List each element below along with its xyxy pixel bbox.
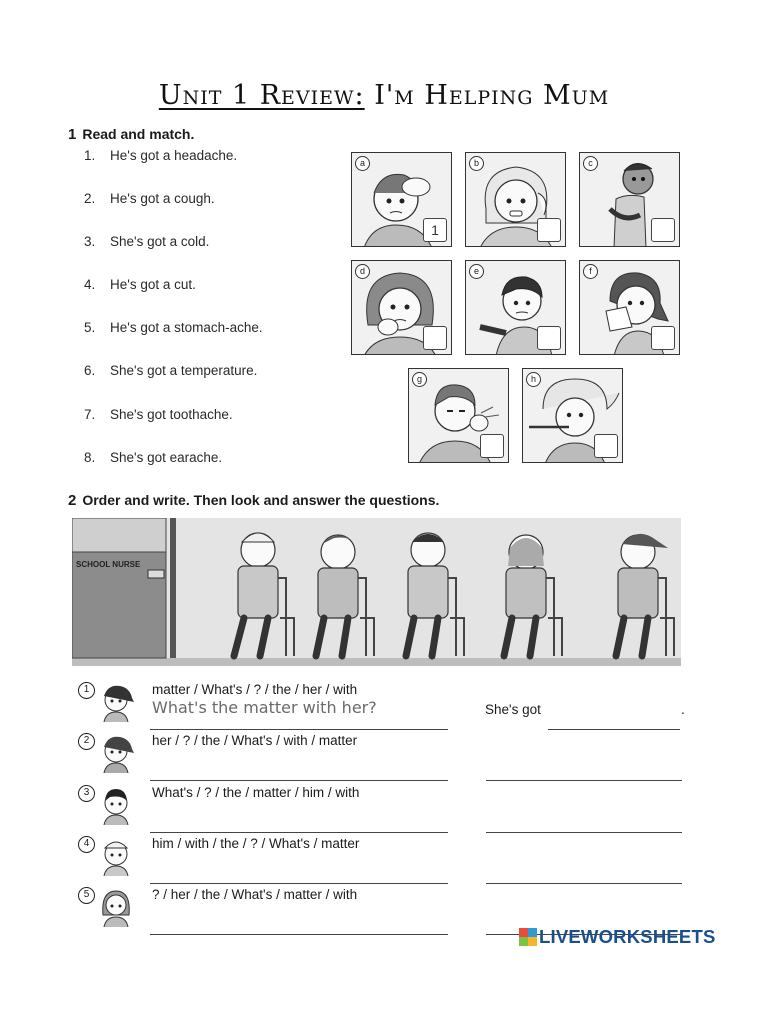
picture-a — [351, 152, 452, 247]
answer-box[interactable] — [594, 434, 618, 458]
logo-square — [519, 937, 528, 946]
scrambled-words: her / ? / the / What's / with / matter — [152, 733, 358, 748]
picture-d — [351, 260, 452, 355]
waiting-room-illustration — [72, 518, 681, 666]
sentence-item — [84, 148, 334, 191]
sentence-item — [84, 277, 334, 320]
answer-box[interactable] — [480, 434, 504, 458]
sentence-text: She's got a cold. — [110, 234, 210, 250]
answer-box[interactable] — [537, 326, 561, 350]
example-answer-text: What's the matter with her? — [152, 698, 377, 717]
answer-write-line[interactable] — [486, 864, 682, 884]
picture-letter: a — [355, 156, 370, 171]
picture-g — [408, 368, 509, 463]
sentence-number: 8. — [84, 449, 96, 465]
school-nurse-sign: SCHOOL NURSE — [76, 560, 141, 569]
answer-box[interactable] — [423, 326, 447, 350]
picture-letter: e — [469, 264, 484, 279]
sentence-item — [84, 191, 334, 234]
sentence-number: 7. — [84, 406, 96, 422]
sentence-number: 3. — [84, 234, 96, 250]
section-1-instruction: Read and match. — [82, 126, 195, 142]
picture-letter: c — [583, 156, 598, 171]
question-number: 1 — [78, 682, 95, 699]
sentence-number: 6. — [84, 363, 96, 379]
answer-write-line[interactable] — [548, 710, 680, 730]
sentence-item — [84, 363, 334, 406]
question-write-line[interactable] — [150, 813, 448, 833]
picture-letter: h — [526, 372, 541, 387]
liveworksheets-logo-icon — [519, 928, 537, 946]
scrambled-words: matter / What's / ? / the / her / with — [152, 682, 358, 697]
sentence-text: He's got a cut. — [110, 277, 196, 293]
sentence-number: 1. — [84, 148, 96, 163]
title-topic: I'm Helping Mum — [364, 80, 610, 111]
question-row — [78, 731, 688, 781]
sentence-text: He's got a cough. — [110, 191, 215, 207]
question-write-line[interactable] — [150, 915, 448, 935]
question-row — [78, 783, 688, 833]
scrambled-words: ? / her / the / What's / matter / with — [152, 887, 358, 902]
question-write-line[interactable] — [150, 864, 448, 884]
brand-name: LIVEWORKSHEETS — [539, 926, 716, 947]
question-number: 4 — [78, 836, 95, 853]
answer-box[interactable] — [651, 218, 675, 242]
sentence-text: She's got toothache. — [110, 406, 233, 422]
scrambled-words: What's / ? / the / matter / him / with — [152, 785, 360, 800]
picture-letter: f — [583, 264, 598, 279]
answer-box[interactable]: 1 — [423, 218, 447, 242]
sentence-item — [84, 234, 334, 277]
scrambled-words: him / with / the / ? / What's / matter — [152, 836, 360, 851]
waiting-room-drawing — [72, 518, 681, 666]
sentence-text: He's got a stomach-ache. — [110, 320, 263, 336]
answer-box[interactable] — [537, 218, 561, 242]
child-face-icon — [98, 731, 134, 773]
section-2-number: 2 — [68, 492, 77, 509]
question-write-line[interactable] — [150, 761, 448, 781]
question-number: 3 — [78, 785, 95, 802]
sentence-text: She's got earache. — [110, 449, 223, 465]
logo-square — [519, 928, 528, 937]
answer-full-stop: . — [681, 702, 685, 717]
logo-square — [528, 937, 537, 946]
picture-e — [465, 260, 566, 355]
section-1-number: 1 — [68, 126, 77, 143]
section-2-heading — [68, 492, 439, 509]
picture-c — [579, 152, 680, 247]
sentence-item — [84, 407, 334, 450]
child-face-icon — [98, 680, 134, 722]
answer-box[interactable] — [651, 326, 675, 350]
question-number: 2 — [78, 733, 95, 750]
child-face-icon — [98, 783, 134, 825]
picture-letter: d — [355, 264, 370, 279]
picture-letter: g — [412, 372, 427, 387]
picture-f — [579, 260, 680, 355]
answer-write-line[interactable] — [486, 761, 682, 781]
section-2-instruction: Order and write. Then look and answer the questions. — [82, 492, 440, 508]
sentence-text: She's got a temperature. — [110, 363, 258, 379]
sentence-number: 4. — [84, 277, 96, 293]
child-face-icon — [98, 834, 134, 876]
liveworksheets-brand — [519, 926, 716, 948]
sentence-item — [84, 450, 334, 493]
logo-square — [528, 928, 537, 937]
question-row — [78, 834, 688, 884]
sentence-number: 5. — [84, 320, 96, 336]
answer-write-line[interactable] — [486, 813, 682, 833]
sentence-item — [84, 320, 334, 363]
question-number: 5 — [78, 887, 95, 904]
question-row — [78, 680, 688, 730]
picture-letter: b — [469, 156, 484, 171]
worksheet-title — [0, 80, 768, 111]
answer-prefix: She's got — [485, 702, 541, 717]
sentence-text: He's got a headache. — [110, 148, 238, 163]
picture-h — [522, 368, 623, 463]
picture-b — [465, 152, 566, 247]
child-face-icon — [98, 885, 134, 927]
title-unit: Unit 1 Review: — [158, 80, 365, 111]
section-1-heading — [68, 126, 194, 143]
sentence-number: 2. — [84, 191, 96, 207]
sentence-list — [84, 148, 334, 493]
